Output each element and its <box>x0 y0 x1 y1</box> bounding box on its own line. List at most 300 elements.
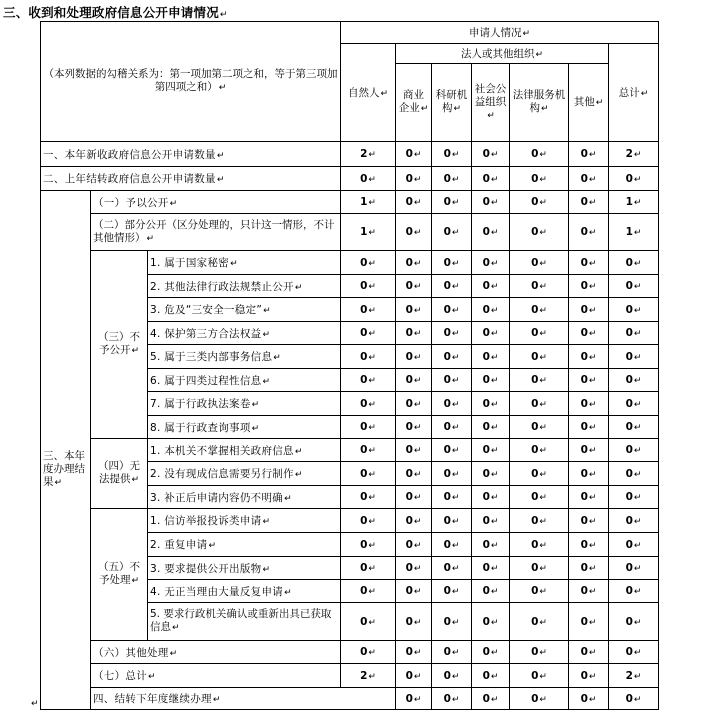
value-text: 0 <box>443 350 451 363</box>
value-text: 0 <box>482 350 490 363</box>
value-text: 0 <box>580 669 588 682</box>
row-label: 3. 要求提供公开出版物↵ <box>148 557 341 580</box>
value-cell: 1↵ <box>609 191 659 214</box>
col-natural: 自然人↵ <box>341 44 396 142</box>
value-text: 0 <box>580 256 588 269</box>
table-row <box>41 509 659 533</box>
value-cell: 0↵ <box>569 392 609 416</box>
value-cell: 2↵ <box>341 664 396 688</box>
value-text: 0 <box>360 514 368 527</box>
value-cell: 0↵ <box>609 167 659 191</box>
value-text: 0 <box>482 196 490 208</box>
value-text: 0 <box>405 669 413 682</box>
value-text: 0 <box>360 538 368 551</box>
value-text: 0 <box>531 514 539 527</box>
value-text: 0 <box>625 421 633 433</box>
value-text: 0 <box>580 538 588 551</box>
row-label: 1. 信访举报投诉类申请↵ <box>148 509 341 533</box>
value-text: 0 <box>482 148 490 160</box>
value-cell: 0↵ <box>396 345 432 369</box>
value-cell: 0↵ <box>609 251 659 275</box>
value-cell: 0↵ <box>472 462 510 486</box>
value-cell: 0↵ <box>396 462 432 486</box>
value-text: 0 <box>580 280 588 292</box>
value-cell: 0↵ <box>510 416 569 439</box>
value-text: 0 <box>580 226 588 238</box>
value-text: 1 <box>625 196 633 208</box>
row-label: 8. 属于行政查询事项↵ <box>148 416 341 439</box>
table-row <box>41 688 659 710</box>
row-label: 2. 其他法律行政法规禁止公开↵ <box>148 275 341 298</box>
value-text: 0 <box>443 148 451 160</box>
value-text: 1 <box>625 226 633 238</box>
value-cell: 0↵ <box>472 557 510 580</box>
row-label: 6. 属于四类过程性信息↵ <box>148 369 341 392</box>
col-business: 商业企业↵ <box>396 64 432 142</box>
value-cell: 0↵ <box>432 462 472 486</box>
value-text: 0 <box>482 669 490 682</box>
value-text: 0 <box>625 172 633 185</box>
value-text: 0 <box>482 444 490 456</box>
value-text: 0 <box>360 256 368 269</box>
value-text: 0 <box>443 303 451 316</box>
value-cell: 0↵ <box>510 439 569 462</box>
value-text: 0 <box>405 538 413 551</box>
value-cell: 0↵ <box>569 142 609 167</box>
value-text: 0 <box>360 350 368 363</box>
value-text: 0 <box>405 397 413 410</box>
value-cell: 0↵ <box>396 275 432 298</box>
value-cell: 0↵ <box>341 322 396 345</box>
value-text: 0 <box>360 172 368 185</box>
value-text: 0 <box>625 562 633 574</box>
table-row <box>41 214 659 251</box>
value-text: 0 <box>443 562 451 574</box>
value-cell: 0↵ <box>472 641 510 664</box>
value-cell: 0↵ <box>569 603 609 641</box>
row-label: 2. 没有现成信息需要另行制作↵ <box>148 462 341 486</box>
value-cell: 0↵ <box>396 641 432 664</box>
table-row <box>41 142 659 167</box>
row-label: 5. 要求行政机关确认或重新出具已获取信息↵ <box>148 603 341 641</box>
value-text: 0 <box>625 538 633 551</box>
value-text: 0 <box>360 444 368 456</box>
value-text: 0 <box>531 374 539 386</box>
value-cell: 0↵ <box>510 251 569 275</box>
value-cell: 0↵ <box>510 580 569 603</box>
value-cell: 0↵ <box>569 580 609 603</box>
value-cell: 0↵ <box>510 603 569 641</box>
value-text: 0 <box>360 327 368 339</box>
value-text: 0 <box>580 196 588 208</box>
row-label: （七）总计↵ <box>91 664 341 688</box>
value-text: 0 <box>405 467 413 480</box>
value-cell: 0↵ <box>432 664 472 688</box>
value-text: 0 <box>482 538 490 551</box>
value-text: 0 <box>531 585 539 597</box>
value-text: 0 <box>625 585 633 597</box>
value-text: 0 <box>531 562 539 574</box>
value-cell: 0↵ <box>472 486 510 509</box>
value-cell: 0↵ <box>396 688 432 710</box>
value-text: 0 <box>482 226 490 238</box>
value-text: 0 <box>443 615 451 628</box>
value-text: 0 <box>580 467 588 480</box>
value-text: 0 <box>625 374 633 386</box>
value-cell: 0↵ <box>609 416 659 439</box>
value-text: 0 <box>482 374 490 386</box>
value-text: 0 <box>531 669 539 682</box>
value-cell: 0↵ <box>569 369 609 392</box>
value-cell: 0↵ <box>609 641 659 664</box>
value-text: 0 <box>531 350 539 363</box>
value-cell: 0↵ <box>396 191 432 214</box>
value-text: 0 <box>580 491 588 503</box>
value-cell: 0↵ <box>341 509 396 533</box>
value-text: 0 <box>405 692 413 705</box>
row-label: 3. 补正后申请内容仍不明确↵ <box>148 486 341 509</box>
value-cell: 0↵ <box>432 533 472 557</box>
value-cell: 0↵ <box>396 509 432 533</box>
value-text: 0 <box>405 646 413 658</box>
value-text: 0 <box>405 350 413 363</box>
value-text: 0 <box>405 148 413 160</box>
value-cell: 0↵ <box>569 688 609 710</box>
value-cell: 0↵ <box>472 580 510 603</box>
value-text: 0 <box>531 303 539 316</box>
value-text: 0 <box>482 303 490 316</box>
value-text: 0 <box>443 196 451 208</box>
value-text: 0 <box>482 172 490 185</box>
value-cell: 0↵ <box>432 167 472 191</box>
value-cell: 1↵ <box>609 214 659 251</box>
value-text: 0 <box>443 280 451 292</box>
value-cell: 0↵ <box>569 298 609 322</box>
value-text: 0 <box>405 374 413 386</box>
value-cell: 0↵ <box>569 439 609 462</box>
value-cell: 0↵ <box>510 214 569 251</box>
value-cell: 2↵ <box>341 142 396 167</box>
value-text: 0 <box>405 303 413 316</box>
value-text: 0 <box>443 256 451 269</box>
value-cell: 0↵ <box>569 322 609 345</box>
value-cell: 0↵ <box>396 416 432 439</box>
table-row <box>41 439 659 462</box>
value-text: 0 <box>580 692 588 705</box>
value-cell: 1↵ <box>341 191 396 214</box>
header-note-cell: （本列数据的勾稽关系为：第一项加第二项之和，等于第三项加第四项之和）↵ <box>41 22 341 142</box>
value-cell: 0↵ <box>341 251 396 275</box>
value-text: 0 <box>443 421 451 433</box>
value-text: 0 <box>580 646 588 658</box>
value-text: 0 <box>531 538 539 551</box>
value-text: 0 <box>580 303 588 316</box>
value-cell: 0↵ <box>569 191 609 214</box>
value-text: 0 <box>625 327 633 339</box>
value-cell: 0↵ <box>569 641 609 664</box>
value-cell: 0↵ <box>569 557 609 580</box>
value-cell: 0↵ <box>472 439 510 462</box>
value-cell: 0↵ <box>432 580 472 603</box>
value-text: 0 <box>443 374 451 386</box>
value-text: 0 <box>443 514 451 527</box>
value-cell: 0↵ <box>432 191 472 214</box>
value-cell: 0↵ <box>341 298 396 322</box>
value-cell: 0↵ <box>472 191 510 214</box>
value-text: 0 <box>443 444 451 456</box>
value-cell: 0↵ <box>510 641 569 664</box>
value-text: 0 <box>625 444 633 456</box>
value-cell: 0↵ <box>569 416 609 439</box>
value-cell: 0↵ <box>396 664 432 688</box>
value-cell: 0↵ <box>569 345 609 369</box>
value-cell: 0↵ <box>396 322 432 345</box>
value-cell: 0↵ <box>510 486 569 509</box>
value-text: 0 <box>580 421 588 433</box>
disclosure-table <box>40 21 659 710</box>
value-text: 0 <box>625 467 633 480</box>
value-cell: 0↵ <box>569 664 609 688</box>
value-cell: 0↵ <box>472 688 510 710</box>
value-cell: 0↵ <box>472 664 510 688</box>
value-text: 0 <box>580 374 588 386</box>
value-text: 0 <box>443 397 451 410</box>
value-cell: 0↵ <box>432 369 472 392</box>
value-cell: 0↵ <box>472 322 510 345</box>
value-cell: 0↵ <box>396 167 432 191</box>
value-text: 0 <box>443 327 451 339</box>
value-cell: 0↵ <box>510 533 569 557</box>
value-cell: 0↵ <box>472 275 510 298</box>
value-text: 0 <box>531 196 539 208</box>
table-row <box>41 664 659 688</box>
value-text: 0 <box>405 491 413 503</box>
value-cell: 0↵ <box>432 214 472 251</box>
value-cell: 0↵ <box>472 509 510 533</box>
value-text: 0 <box>360 467 368 480</box>
value-cell: 0↵ <box>609 345 659 369</box>
value-cell: 0↵ <box>510 142 569 167</box>
value-cell: 0↵ <box>609 462 659 486</box>
value-cell: 0↵ <box>569 533 609 557</box>
value-cell: 0↵ <box>569 509 609 533</box>
value-cell: 0↵ <box>472 369 510 392</box>
value-text: 0 <box>482 615 490 628</box>
value-text: 0 <box>405 172 413 185</box>
value-cell: 0↵ <box>396 369 432 392</box>
value-cell: 0↵ <box>396 533 432 557</box>
value-text: 0 <box>625 491 633 503</box>
value-text: 0 <box>625 514 633 527</box>
value-text: 2 <box>360 148 368 160</box>
row-label: 4. 保护第三方合法权益↵ <box>148 322 341 345</box>
value-text: 0 <box>531 280 539 292</box>
value-text: 0 <box>580 172 588 185</box>
value-cell: 0↵ <box>341 557 396 580</box>
value-cell: 0↵ <box>341 416 396 439</box>
value-cell: 0↵ <box>609 603 659 641</box>
value-cell: 0↵ <box>472 142 510 167</box>
col-social: 社会公益组织↵ <box>472 64 510 142</box>
value-cell: 0↵ <box>472 603 510 641</box>
value-text: 0 <box>482 421 490 433</box>
value-cell: 0↵ <box>432 142 472 167</box>
value-cell: 0↵ <box>472 416 510 439</box>
value-cell: 0↵ <box>432 603 472 641</box>
value-cell: 0↵ <box>510 322 569 345</box>
value-text: 0 <box>531 692 539 705</box>
value-cell: 0↵ <box>396 214 432 251</box>
value-text: 0 <box>482 491 490 503</box>
value-cell: 0↵ <box>432 486 472 509</box>
value-cell: 2↵ <box>609 142 659 167</box>
value-text: 2 <box>360 669 368 682</box>
value-cell: 0↵ <box>569 214 609 251</box>
value-text: 2 <box>625 669 633 682</box>
value-text: 0 <box>482 585 490 597</box>
value-cell: 0↵ <box>341 462 396 486</box>
value-text: 0 <box>360 421 368 433</box>
value-text: 0 <box>405 327 413 339</box>
value-cell: 0↵ <box>472 345 510 369</box>
row-label: 2. 重复申请↵ <box>148 533 341 557</box>
table-row <box>41 641 659 664</box>
value-text: 1 <box>360 226 368 238</box>
value-text: 0 <box>580 148 588 160</box>
row-label: （二）部分公开（区分处理的，只计这一情形，不计其他情形）↵ <box>91 214 341 251</box>
value-text: 0 <box>360 562 368 574</box>
value-cell: 0↵ <box>341 275 396 298</box>
value-cell: 0↵ <box>569 251 609 275</box>
value-text: 0 <box>443 491 451 503</box>
value-cell: 0↵ <box>472 167 510 191</box>
value-cell: 0↵ <box>609 557 659 580</box>
value-cell: 0↵ <box>510 345 569 369</box>
header-applicant: 申请人情况↵ <box>341 22 659 44</box>
value-text: 0 <box>360 646 368 658</box>
row-label: 1. 属于国家秘密↵ <box>148 251 341 275</box>
value-text: 0 <box>625 350 633 363</box>
value-cell: 0↵ <box>510 557 569 580</box>
value-cell: 0↵ <box>432 641 472 664</box>
value-text: 0 <box>625 256 633 269</box>
value-text: 0 <box>482 280 490 292</box>
value-cell: 0↵ <box>432 439 472 462</box>
value-text: 0 <box>531 327 539 339</box>
value-text: 0 <box>405 280 413 292</box>
value-text: 0 <box>580 444 588 456</box>
value-text: 0 <box>531 421 539 433</box>
value-cell: 0↵ <box>341 580 396 603</box>
value-cell: 0↵ <box>609 580 659 603</box>
value-cell: 0↵ <box>569 167 609 191</box>
value-text: 0 <box>531 256 539 269</box>
value-cell: 0↵ <box>341 439 396 462</box>
value-cell: 0↵ <box>432 688 472 710</box>
row-label: 一、本年新收政府信息公开申请数量↵ <box>41 142 341 167</box>
value-text: 0 <box>405 196 413 208</box>
header-note: （本列数据的勾稽关系为：第一项加第二项之和，等于第三项加第四项之和） <box>43 68 338 93</box>
value-cell: 0↵ <box>609 322 659 345</box>
row-label: 二、上年结转政府信息公开申请数量↵ <box>41 167 341 191</box>
value-cell: 0↵ <box>432 322 472 345</box>
value-cell: 0↵ <box>609 533 659 557</box>
value-text: 0 <box>443 692 451 705</box>
value-text: 0 <box>580 615 588 628</box>
col-other: 其他↵ <box>569 64 609 142</box>
value-cell: 0↵ <box>472 392 510 416</box>
value-cell: 0↵ <box>396 251 432 275</box>
table-row <box>41 167 659 191</box>
row-label: 3. 危及“三安全一稳定”↵ <box>148 298 341 322</box>
value-cell: 0↵ <box>609 509 659 533</box>
value-text: 0 <box>405 514 413 527</box>
value-cell: 0↵ <box>432 251 472 275</box>
row-label: 四、结转下年度继续办理↵ <box>91 688 396 710</box>
value-cell: 0↵ <box>510 509 569 533</box>
value-text: 0 <box>360 615 368 628</box>
value-cell: 0↵ <box>510 392 569 416</box>
value-text: 0 <box>531 444 539 456</box>
row-label: 1. 本机关不掌握相关政府信息↵ <box>148 439 341 462</box>
value-text: 0 <box>625 615 633 628</box>
value-cell: 0↵ <box>396 486 432 509</box>
row-subgroup-label: （四）无法提供↵ <box>91 439 148 509</box>
value-text: 0 <box>625 692 633 705</box>
value-cell: 0↵ <box>341 392 396 416</box>
row-label: 5. 属于三类内部事务信息↵ <box>148 345 341 369</box>
value-cell: 0↵ <box>432 275 472 298</box>
value-text: 0 <box>482 256 490 269</box>
value-text: 0 <box>443 538 451 551</box>
value-text: 0 <box>360 397 368 410</box>
value-cell: 0↵ <box>396 298 432 322</box>
row-subgroup-label: （五）不予处理↵ <box>91 509 148 641</box>
table-row <box>41 251 659 275</box>
value-text: 0 <box>625 646 633 658</box>
value-cell: 0↵ <box>432 392 472 416</box>
value-text: 0 <box>625 303 633 316</box>
value-text: 0 <box>360 303 368 316</box>
value-cell: 0↵ <box>569 462 609 486</box>
value-cell: 0↵ <box>396 439 432 462</box>
value-text: 0 <box>580 514 588 527</box>
value-text: 0 <box>405 585 413 597</box>
value-text: 0 <box>360 374 368 386</box>
section-title: 三、收到和处理政府信息公开申请情况↵ <box>3 5 228 20</box>
value-text: 0 <box>443 669 451 682</box>
value-cell: 0↵ <box>569 275 609 298</box>
value-text: 0 <box>580 327 588 339</box>
value-text: 0 <box>580 350 588 363</box>
value-text: 0 <box>443 172 451 185</box>
row-label: 7. 属于行政执法案卷↵ <box>148 392 341 416</box>
value-text: 0 <box>531 467 539 480</box>
col-legal-service: 法律服务机构↵ <box>510 64 569 142</box>
value-text: 0 <box>531 172 539 185</box>
value-text: 0 <box>580 585 588 597</box>
value-cell: 0↵ <box>510 298 569 322</box>
value-cell: 0↵ <box>396 142 432 167</box>
value-text: 0 <box>482 397 490 410</box>
value-text: 0 <box>360 280 368 292</box>
value-cell: 0↵ <box>609 369 659 392</box>
value-cell: 0↵ <box>432 345 472 369</box>
value-text: 2 <box>625 148 633 160</box>
value-text: 0 <box>531 148 539 160</box>
value-text: 1 <box>360 196 368 208</box>
value-cell: 0↵ <box>396 392 432 416</box>
